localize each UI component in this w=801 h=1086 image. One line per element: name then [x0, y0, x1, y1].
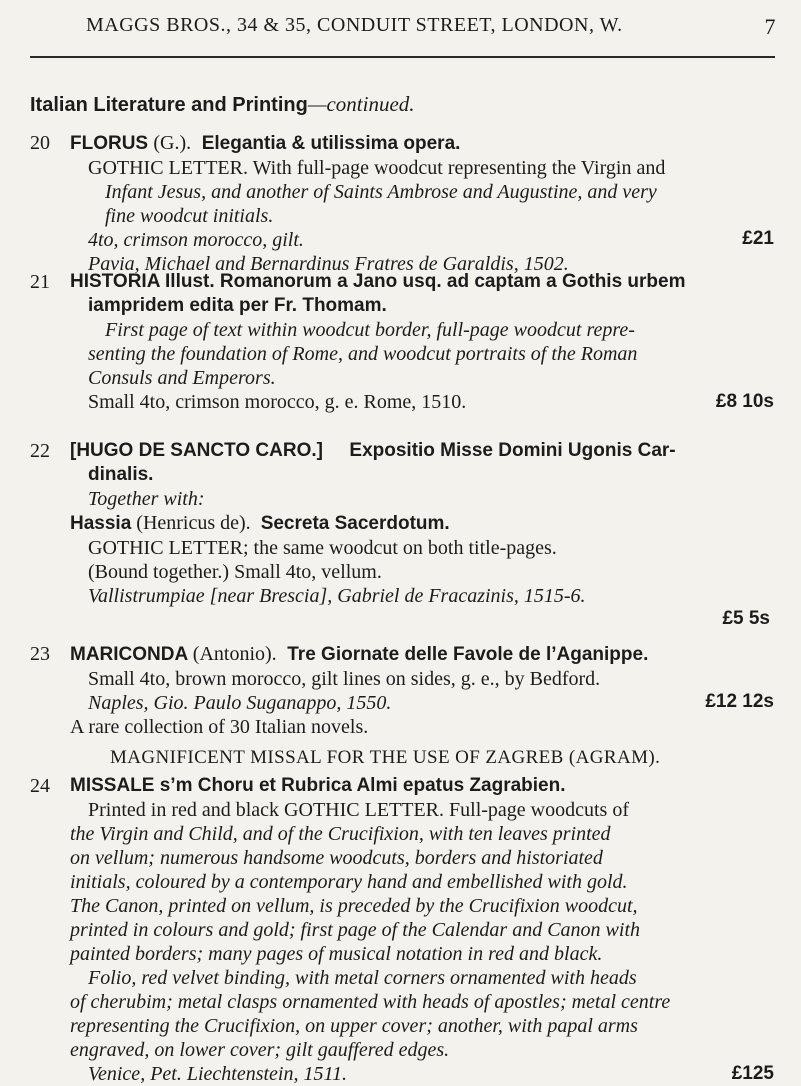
entry-number: 22	[30, 440, 50, 462]
section-continued: —continued.	[307, 92, 415, 116]
entry-number: 24	[30, 775, 50, 797]
sub-entry-title: Secreta Sacerdotum.	[260, 513, 450, 534]
section-title	[30, 92, 415, 117]
entry-line: Vallistrumpiae [near Brescia], Gabriel de Fracazinis, 1515-6.	[88, 585, 586, 607]
entry-line: Small 4to, crimson morocco, g. e. Rome, 1510.	[88, 391, 467, 413]
entry-line: 4to, crimson morocco, gilt.	[88, 229, 304, 251]
entry-author: FLORUS	[70, 133, 149, 154]
entry-heading	[70, 642, 780, 667]
entry-line: engraved, on lower cover; gilt gauffered edges.	[70, 1039, 450, 1061]
entry-line: painted borders; many pages of musical notation in red and black.	[70, 943, 603, 965]
entry-line: fine woodcut initials.	[105, 205, 274, 227]
entry-line: Consuls and Emperors.	[88, 367, 276, 389]
catalogue-entry-20	[30, 131, 780, 276]
entry-line: Naples, Gio. Paulo Suganappo, 1550.	[88, 692, 392, 714]
entry-line: The Canon, printed on vellum, is preceded by the Crucifixion woodcut,	[70, 895, 638, 917]
entry-line: Printed in red and black GOTHIC LETTER. Full-page woodcuts of	[88, 799, 629, 821]
entry-line: the Virgin and Child, and of the Crucifixion, with ten leaves printed	[70, 823, 611, 845]
sub-entry-heading	[70, 511, 780, 536]
entry-price: £5 5s	[722, 608, 770, 629]
page-header	[86, 14, 776, 37]
sub-entry-author-name: (Henricus de).	[136, 512, 251, 534]
entry-heading: MISSALE s’m Choru et Rubrica Almi epatus Zagrabien.	[70, 775, 566, 796]
entry-heading: HISTORIA Illust. Romanorum a Jano usq. ad captam a Gothis urbem	[70, 271, 686, 292]
entry-line: (Bound together.) Small 4to, vellum.	[88, 561, 382, 583]
section-title-text: Italian Literature and Printing	[30, 94, 308, 116]
entry-note: A rare collection of 30 Italian novels.	[70, 716, 369, 738]
entry-heading	[70, 131, 780, 156]
entry-title: Expositio Misse Domini Ugonis Car-	[349, 440, 676, 461]
entry-line: First page of text within woodcut border, full-page woodcut repre-	[105, 319, 635, 341]
together-with: Together with:	[88, 488, 205, 510]
entry-heading-continued: iampridem edita per Fr. Thomam.	[88, 295, 387, 316]
entry-line: GOTHIC LETTER; the same woodcut on both title-pages.	[88, 537, 557, 559]
catalogue-entry-21	[30, 270, 780, 414]
entry-line: Venice, Pet. Liechtenstein, 1511.	[88, 1063, 347, 1085]
entry-number: 21	[30, 271, 50, 293]
entry-line: Pavia, Michael and Bernardinus Fratres de Garaldis, 1502.	[88, 253, 569, 275]
header-rule	[30, 56, 775, 58]
entry-pre-heading: MAGNIFICENT MISSAL FOR THE USE OF ZAGREB (AGRAM).	[110, 747, 661, 768]
entry-title: Tre Giornate delle Favole de l’Aganippe.	[287, 644, 649, 665]
entry-line: of cherubim; metal clasps ornamented with heads of apostles; metal centre	[70, 991, 671, 1013]
entry-line: Folio, red velvet binding, with metal corners ornamented with heads	[88, 967, 637, 989]
entry-line: Small 4to, brown morocco, gilt lines on sides, g. e., by Bedford.	[88, 668, 601, 690]
entry-line: Infant Jesus, and another of Saints Ambrose and Augustine, and very	[105, 181, 657, 203]
catalogue-entry-22	[30, 439, 780, 629]
entry-line: on vellum; numerous handsome woodcuts, borders and historiated	[70, 847, 603, 869]
entry-line: initials, coloured by a contemporary hand and embellished with gold.	[70, 871, 628, 893]
entry-line: GOTHIC LETTER. With full-page woodcut representing the Virgin and	[88, 157, 666, 179]
entry-heading	[70, 439, 780, 463]
entry-number: 20	[30, 132, 50, 154]
entry-title: Elegantia & utilissima opera.	[201, 133, 461, 154]
catalogue-entry-23	[30, 642, 780, 739]
entry-line: representing the Crucifixion, on upper cover; another, with papal arms	[70, 1015, 638, 1037]
sub-entry-author: Hassia	[70, 513, 132, 534]
entry-heading-continued: dinalis.	[88, 464, 154, 485]
entry-price: £12 12s	[705, 691, 774, 712]
entry-author: MARICONDA	[70, 644, 188, 665]
entry-author-initials: (G.).	[153, 132, 192, 154]
page-number: 7	[764, 14, 776, 39]
entry-author: [HUGO DE SANCTO CARO.]	[70, 440, 323, 461]
entry-number: 23	[30, 643, 50, 665]
header-text: MAGGS BROS., 34 & 35, CONDUIT STREET, LONDON, W.	[86, 14, 623, 36]
entry-line: senting the foundation of Rome, and woodcut portraits of the Roman	[88, 343, 638, 365]
catalogue-entry-24	[30, 774, 780, 1086]
entry-author-name: (Antonio).	[192, 643, 277, 665]
entry-price: £125	[731, 1063, 774, 1084]
entry-price: £21	[742, 228, 774, 249]
entry-price: £8 10s	[715, 391, 774, 412]
entry-line: printed in colours and gold; first page of the Calendar and Canon with	[70, 919, 640, 941]
